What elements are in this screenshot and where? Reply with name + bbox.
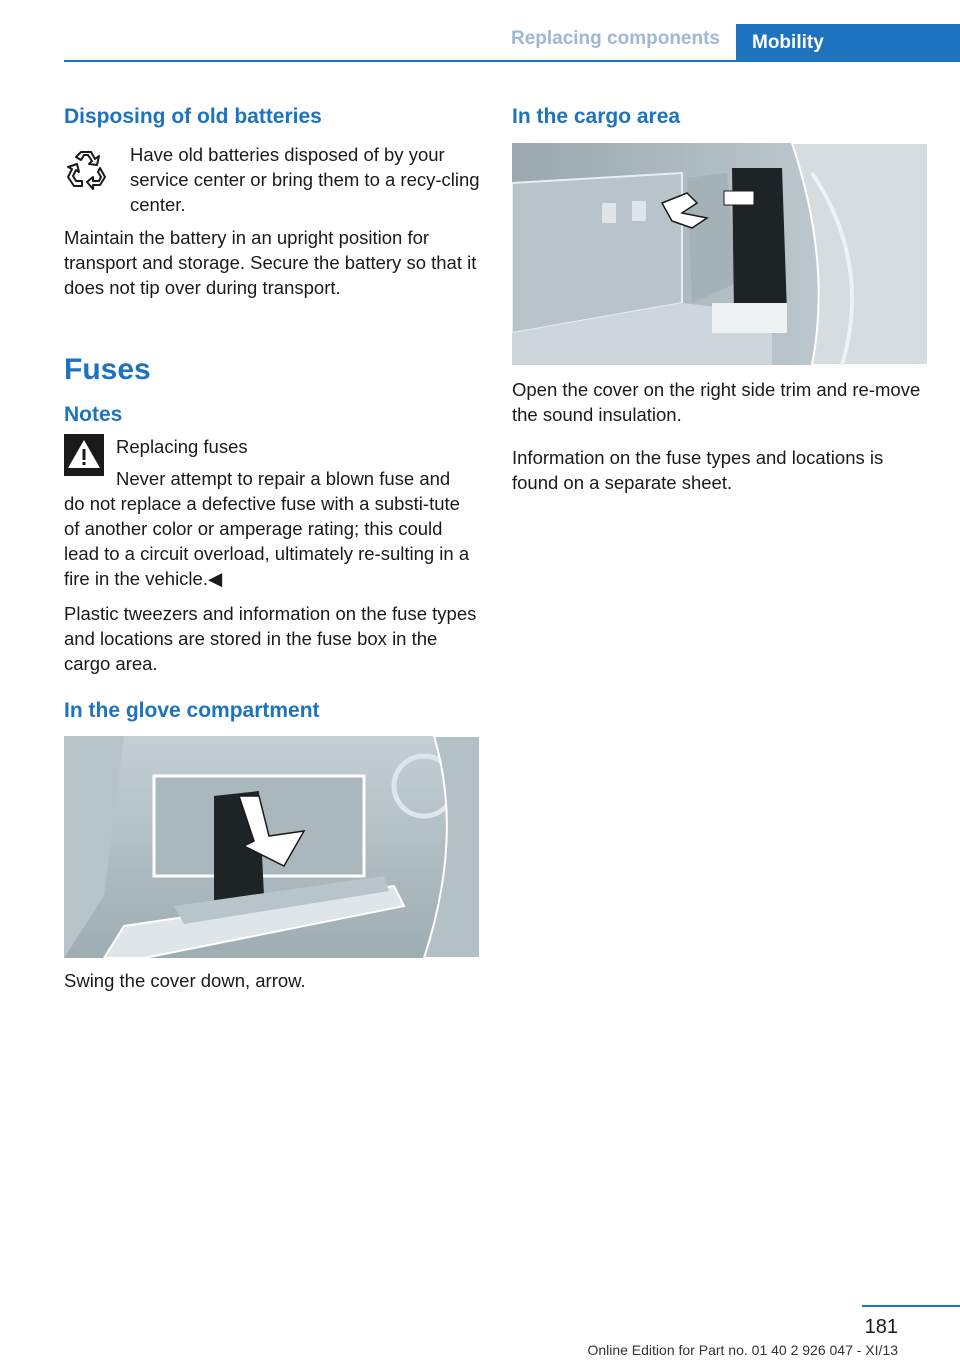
cargo-area-photo: [512, 143, 928, 365]
glove-compartment-photo: [64, 736, 480, 958]
cargo-caption: Open the cover on the right side trim and re-move the sound insulation.: [512, 379, 921, 425]
page-header: [64, 24, 960, 62]
glove-heading: In the glove compartment: [64, 699, 320, 722]
recycle-icon: [64, 146, 108, 195]
header-chapter-tab: Mobility: [736, 24, 960, 62]
warning-icon: [64, 434, 104, 481]
header-section-title: Replacing components: [510, 28, 720, 49]
edition-footer: Online Edition for Part no. 01 40 2 926 047 - XI/13: [587, 1342, 898, 1358]
disposing-body: Maintain the battery in an upright position for transport and storage. Secure the battery so that it does not tip over during transport.: [64, 227, 477, 298]
warning-title: Replacing fuses: [116, 436, 248, 457]
cargo-heading: In the cargo area: [512, 105, 681, 128]
header-rule: [64, 60, 960, 62]
recycle-note: [64, 142, 480, 217]
left-column: [64, 100, 480, 993]
glove-caption: Swing the cover down, arrow.: [64, 970, 306, 991]
recycle-note-text: Have old batteries disposed of by your service center or bring them to a recy-cling center.: [130, 144, 480, 215]
fuses-heading: Fuses: [64, 353, 151, 386]
warning-body: do not replace a defective fuse with a substi-tute of another color or amperage rating; this could lead to a circuit overload, ultimately re-sulting in a fire in the vehicle.◀: [64, 493, 470, 589]
warning-body-first-line: Never attempt to repair a blown fuse and: [116, 468, 451, 489]
notes-heading: Notes: [64, 403, 123, 426]
page-number: 181: [864, 1316, 898, 1338]
right-column: [512, 100, 928, 495]
cargo-info: Information on the fuse types and locations is found on a separate sheet.: [512, 447, 884, 493]
disposing-heading: Disposing of old batteries: [64, 105, 322, 128]
fuse-warning: [64, 434, 480, 491]
page-number-rule: [862, 1305, 960, 1307]
tweezers-body: Plastic tweezers and information on the fuse types and locations are stored in the fuse box in the cargo area.: [64, 603, 477, 674]
